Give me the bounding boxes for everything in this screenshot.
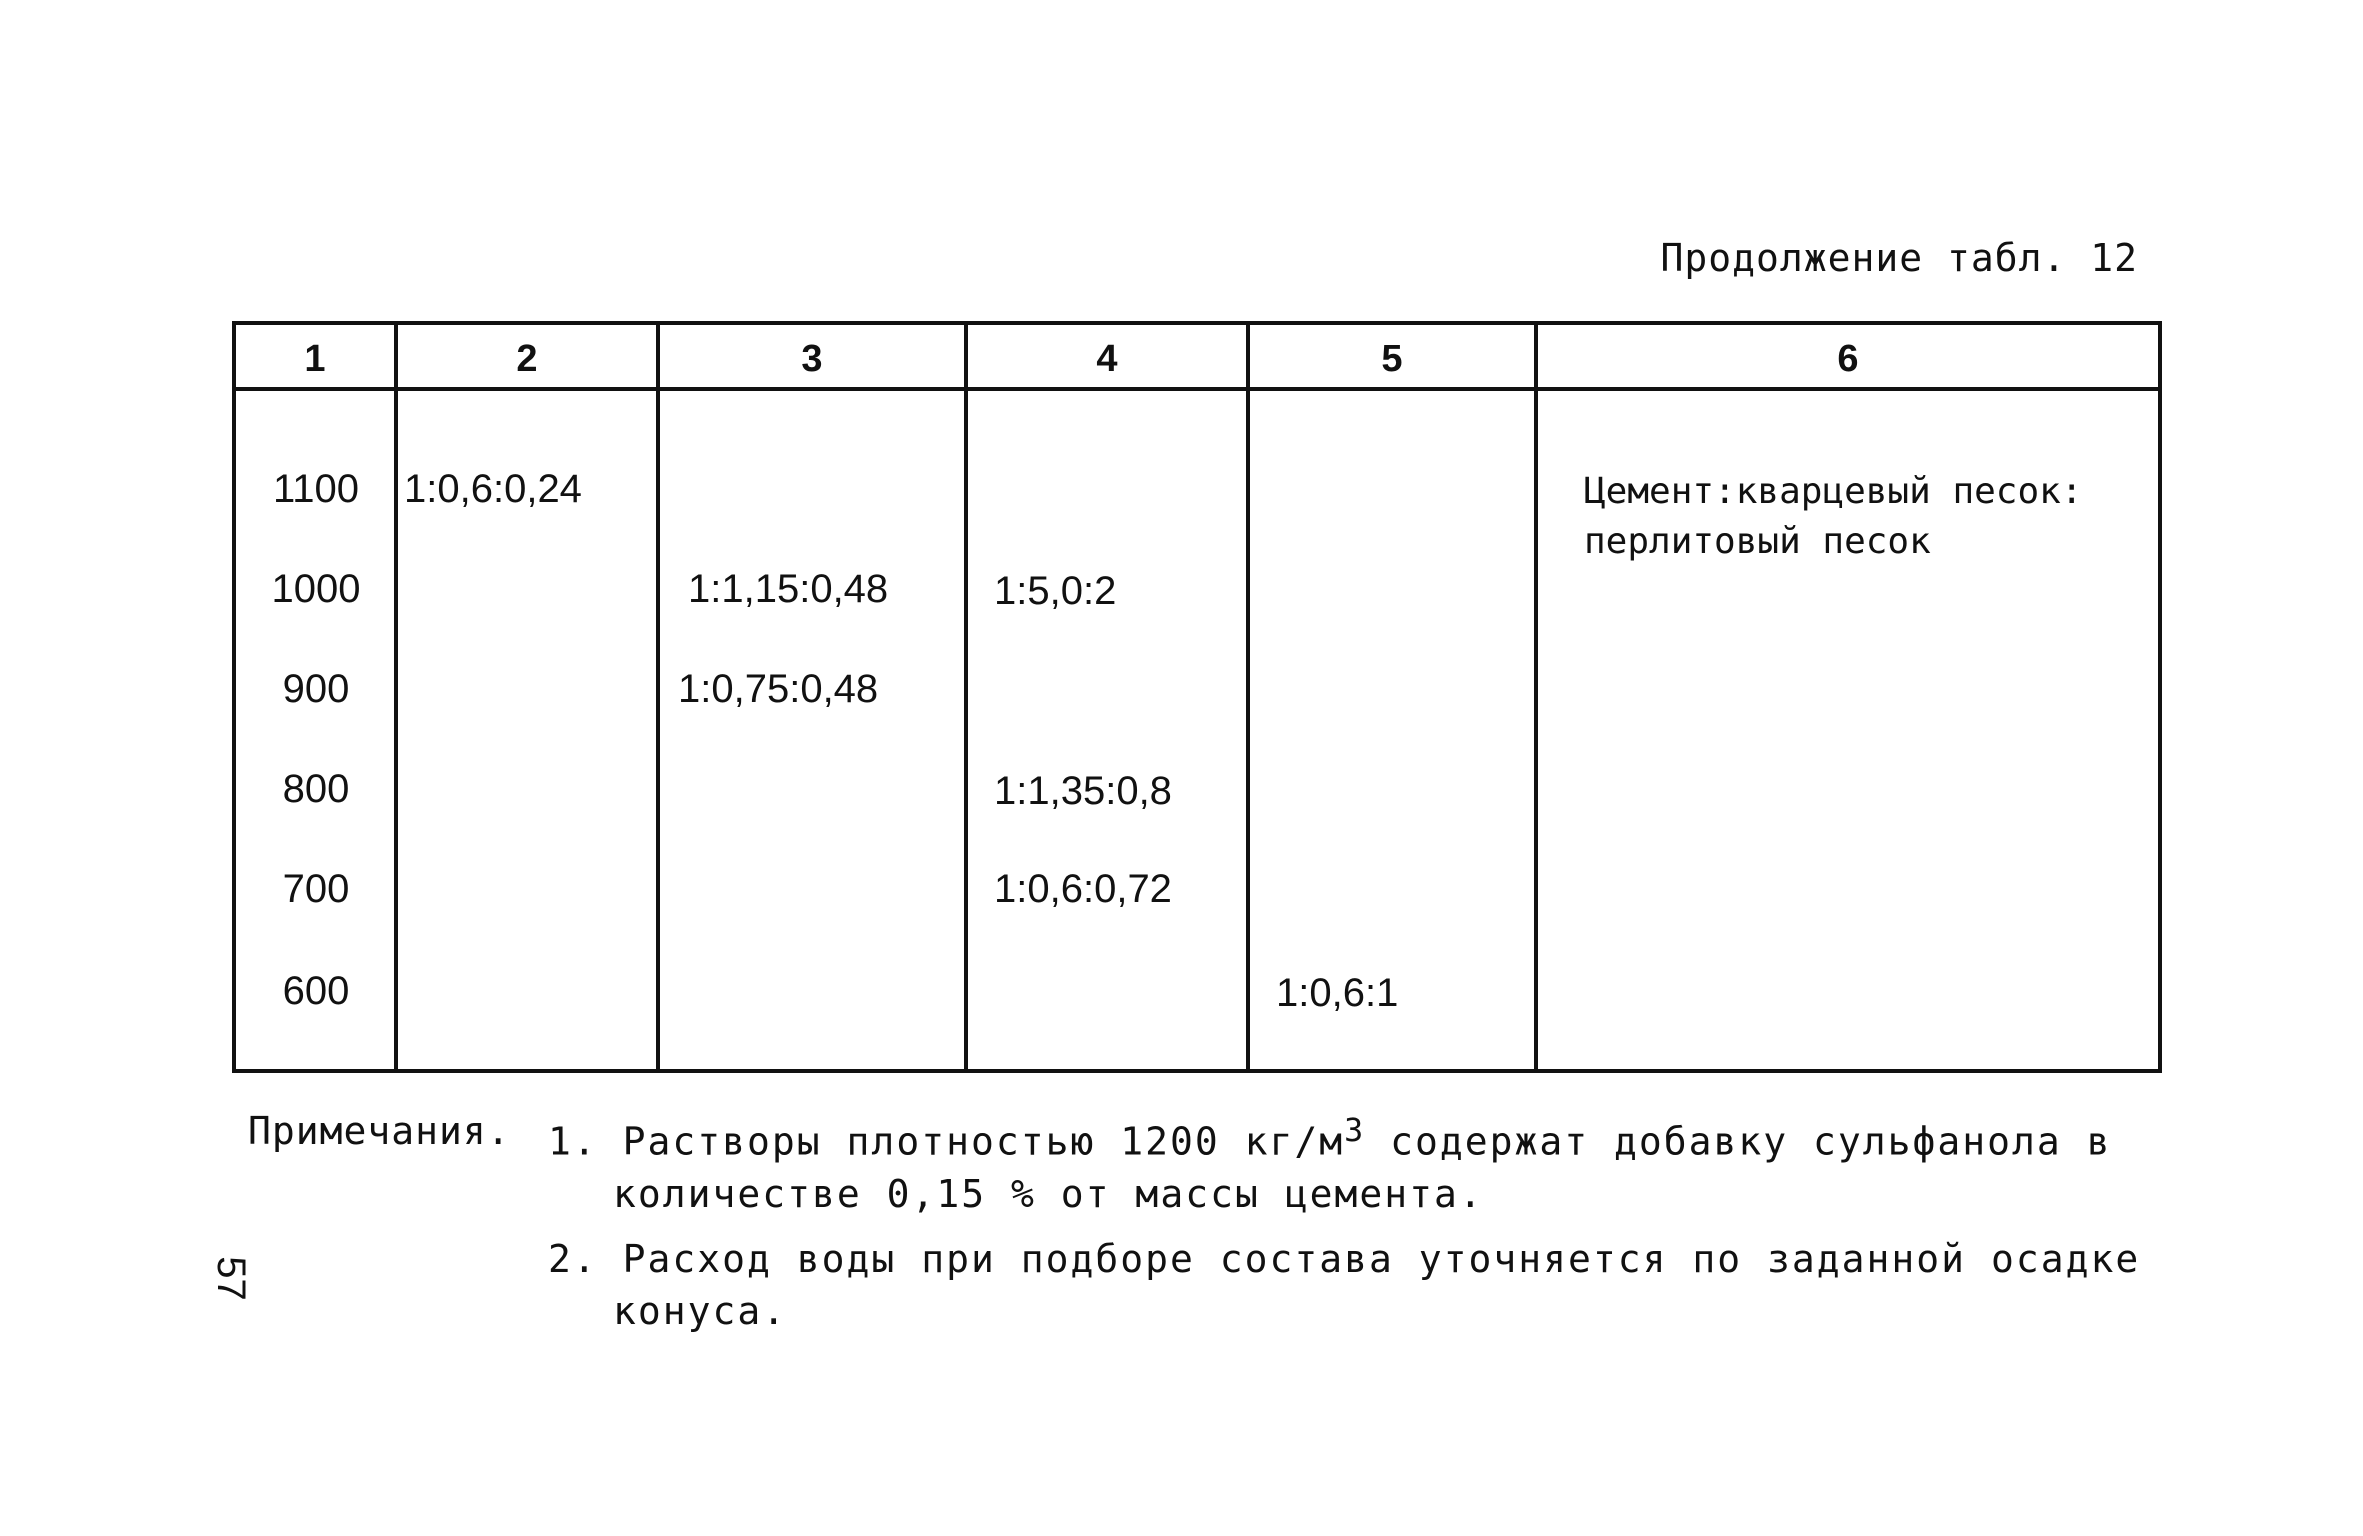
header-divider <box>236 387 2158 391</box>
note-2-text: Расход воды при подборе состава уточняется по заданной осадке конуса. <box>613 1237 2141 1333</box>
column-divider <box>964 325 968 1069</box>
ratio-cell: 1:5,0:2 <box>994 569 1117 613</box>
note-1-text-b: содержат добавку сульфанола в количестве 0,15 % от массы цемента. <box>613 1119 2112 1216</box>
column-divider <box>1534 325 1538 1069</box>
ratio-cell: 1:0,6:0,24 <box>404 467 582 511</box>
ratio-cell: 1:1,35:0,8 <box>994 769 1172 813</box>
note-1 <box>548 1105 2183 1220</box>
column-divider <box>656 325 660 1069</box>
density-cell: 900 <box>282 667 350 711</box>
density-cell: 600 <box>282 969 350 1013</box>
ratio-cell: 1:0,6:0,72 <box>994 867 1172 911</box>
header-col-6: 6 <box>1837 338 1859 380</box>
header-col-2: 2 <box>516 338 538 380</box>
header-col-1: 1 <box>304 338 326 380</box>
notes-label: Примечания. <box>248 1109 511 1153</box>
note-1-superscript: 3 <box>1344 1113 1366 1149</box>
ratio-cell: 1:0,6:1 <box>1276 971 1399 1015</box>
note-1-number: 1. <box>548 1119 598 1164</box>
density-cell: 800 <box>282 767 350 811</box>
header-col-4: 4 <box>1096 338 1118 380</box>
composition-table <box>232 321 2162 1073</box>
note-1-text-a: Растворы плотностью 1200 кг/м <box>622 1119 1345 1164</box>
table-caption: Продолжение табл. 12 <box>1660 236 2138 280</box>
density-cell: 700 <box>282 867 350 911</box>
page-number: 57 <box>208 1256 253 1301</box>
note-2-number: 2. <box>548 1237 598 1281</box>
ratio-cell: 1:1,15:0,48 <box>688 567 889 611</box>
note-2 <box>548 1233 2183 1337</box>
components-description: Цемент:кварцевый песок: перлитовый песок <box>1584 471 2083 562</box>
column-divider <box>1246 325 1250 1069</box>
density-cell: 1100 <box>272 467 359 511</box>
ratio-cell: 1:0,75:0,48 <box>678 667 879 711</box>
header-col-5: 5 <box>1381 338 1403 380</box>
density-cell: 1000 <box>271 567 361 611</box>
header-col-3: 3 <box>801 338 823 380</box>
